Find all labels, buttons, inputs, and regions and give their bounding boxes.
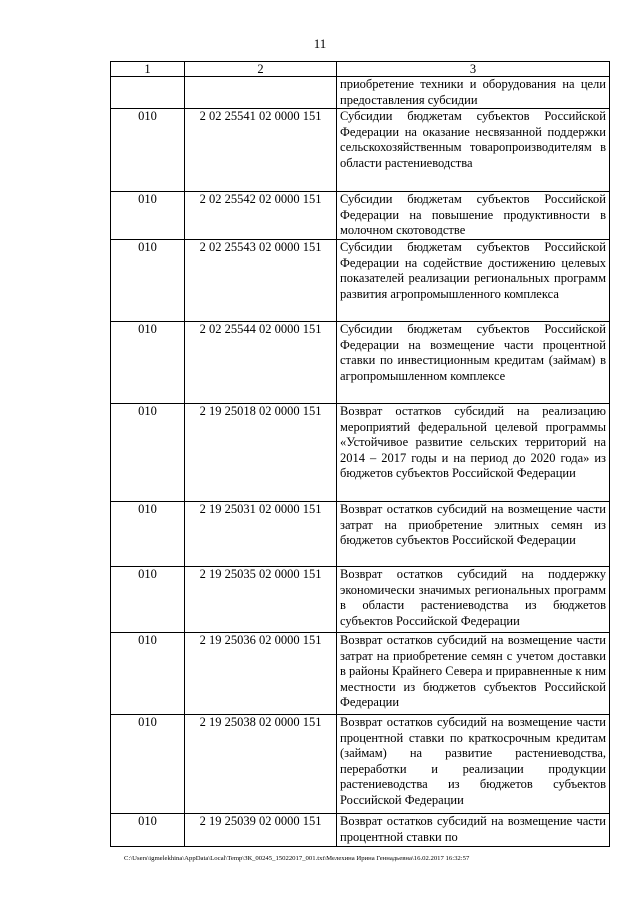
income-name-cell: Субсидии бюджетам субъектов Российской Федерации на возмещение части процентной ставки по инвестиционным кредитам (займам) в агропромышленном комплексе xyxy=(337,322,610,404)
income-name-cell: Возврат остатков субсидий на реализацию мероприятий федеральной целевой программы «Устойчивое развитие сельских территорий на 2014 – 2017 годы и на период до 2020 года» из бюджетов субъектов Российской Федерации xyxy=(337,404,610,502)
budget-code-cell: 2 02 25544 02 0000 151 xyxy=(185,322,337,404)
budget-code-cell: 2 19 25031 02 0000 151 xyxy=(185,502,337,567)
admin-code-cell: 010 xyxy=(111,240,185,322)
table-row xyxy=(111,814,610,847)
income-name-cell: приобретение техники и оборудования на цели предоставления субсидии xyxy=(337,77,610,109)
table-row xyxy=(111,502,610,567)
income-name-cell: Возврат остатков субсидий на возмещение части затрат на приобретение семян с учетом доставки в районы Крайнего Севера и приравненные к ним местности из бюджетов субъектов Российской Федерации xyxy=(337,633,610,715)
admin-code-cell: 010 xyxy=(111,322,185,404)
codes-table xyxy=(110,61,610,847)
budget-code-cell: 2 02 25542 02 0000 151 xyxy=(185,192,337,240)
income-name-cell: Возврат остатков субсидий на возмещение части процентной ставки по краткосрочным кредитам (займам) на развитие растениеводства, переработки и реализации продукции растениеводства из бюджетов субъектов Российской Федерации xyxy=(337,715,610,814)
budget-code-cell: 2 19 25038 02 0000 151 xyxy=(185,715,337,814)
income-name-cell: Субсидии бюджетам субъектов Российской Федерации на оказание несвязанной поддержки сельскохозяйственным товаропроизводителям в области растениеводства xyxy=(337,109,610,192)
budget-code-cell: 2 19 25035 02 0000 151 xyxy=(185,567,337,633)
table-row xyxy=(111,404,610,502)
table-row xyxy=(111,77,610,109)
table-row xyxy=(111,322,610,404)
income-name-cell: Субсидии бюджетам субъектов Российской Федерации на содействие достижению целевых показателей реализации региональных программ развития агропромышленного комплекса xyxy=(337,240,610,322)
budget-code-cell xyxy=(185,77,337,109)
budget-code-cell: 2 19 25039 02 0000 151 xyxy=(185,814,337,847)
column-header-2: 2 xyxy=(185,62,337,77)
table-row xyxy=(111,633,610,715)
table-row xyxy=(111,192,610,240)
budget-code-cell: 2 02 25543 02 0000 151 xyxy=(185,240,337,322)
table-row xyxy=(111,109,610,192)
income-name-cell: Возврат остатков субсидий на поддержку экономически значимых региональных программ в области растениеводства из бюджетов субъектов Российской Федерации xyxy=(337,567,610,633)
admin-code-cell: 010 xyxy=(111,814,185,847)
budget-code-cell: 2 02 25541 02 0000 151 xyxy=(185,109,337,192)
income-name-cell: Возврат остатков субсидий на возмещение части процентной ставки по xyxy=(337,814,610,847)
income-name-cell: Возврат остатков субсидий на возмещение части затрат на приобретение элитных семян из бюджетов субъектов Российской Федерации xyxy=(337,502,610,567)
table-header-row xyxy=(111,62,610,77)
budget-code-cell: 2 19 25036 02 0000 151 xyxy=(185,633,337,715)
admin-code-cell: 010 xyxy=(111,109,185,192)
admin-code-cell: 010 xyxy=(111,567,185,633)
admin-code-cell: 010 xyxy=(111,633,185,715)
admin-code-cell xyxy=(111,77,185,109)
column-header-3: 3 xyxy=(337,62,610,77)
column-header-1: 1 xyxy=(111,62,185,77)
admin-code-cell: 010 xyxy=(111,404,185,502)
footer-file-path: C:\Users\igmelekhina\AppData\Local\Temp\ЗК_00245_15022017_001.txt\Мелехина Ирина Геннадьевна\16.02.2017 16:32:57 xyxy=(124,855,470,862)
admin-code-cell: 010 xyxy=(111,192,185,240)
budget-code-cell: 2 19 25018 02 0000 151 xyxy=(185,404,337,502)
income-name-cell: Субсидии бюджетам субъектов Российской Федерации на повышение продуктивности в молочном скотоводстве xyxy=(337,192,610,240)
admin-code-cell: 010 xyxy=(111,502,185,567)
admin-code-cell: 010 xyxy=(111,715,185,814)
table-row xyxy=(111,240,610,322)
page-number: 11 xyxy=(313,36,327,51)
table-row xyxy=(111,567,610,633)
table-row xyxy=(111,715,610,814)
